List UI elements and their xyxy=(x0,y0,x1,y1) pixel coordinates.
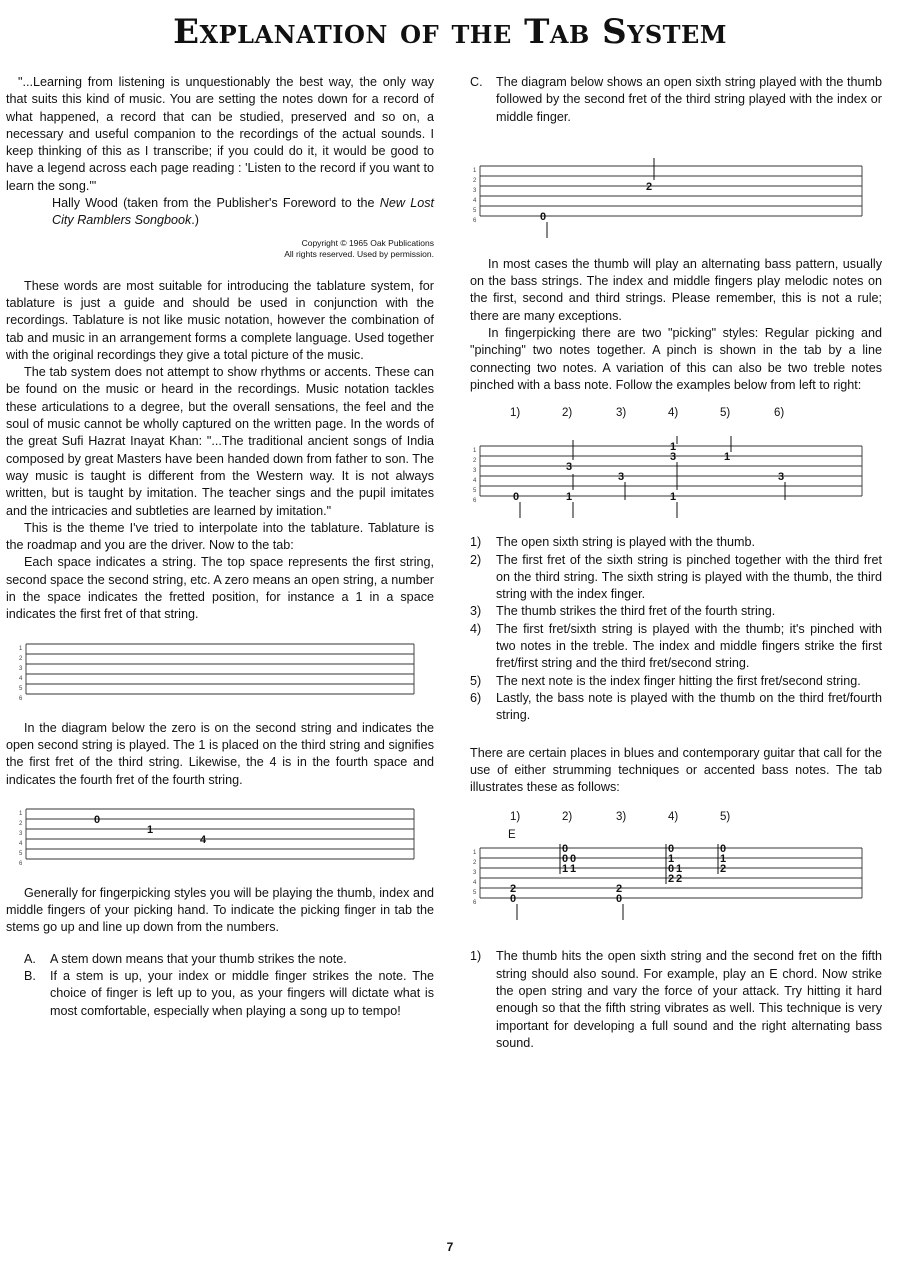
string-label: 6 xyxy=(19,860,23,867)
tab-fret-number: 0 xyxy=(562,843,569,856)
tab-fret-number: 1 xyxy=(570,863,577,876)
tab-fret-number: 0 xyxy=(668,843,675,856)
tab-fret-number: 0 xyxy=(668,863,675,876)
page-number: 7 xyxy=(446,1240,454,1254)
string-label: 6 xyxy=(473,900,477,907)
string-label: 1 xyxy=(473,167,477,174)
string-label: 1 xyxy=(473,850,477,857)
right-column xyxy=(470,74,882,1052)
list-item: 1) The open sixth string is played with the thumb. xyxy=(470,535,756,550)
tab-fret-number: 0 xyxy=(510,893,517,906)
example-number: 3) xyxy=(616,811,627,824)
string-label: 4 xyxy=(19,675,23,682)
string-label: 6 xyxy=(473,498,477,505)
tab-fret-number: 2 xyxy=(510,883,517,896)
list-item: 4) The first fret/sixth string is played with the thumb; it's pinched with two notes in the treble. The index and middle fingers strike the first fret/first string and the third fret/second string. xyxy=(470,621,882,671)
chord-label: E xyxy=(508,829,516,842)
string-label: 5 xyxy=(473,890,477,897)
tab-fret-number: 3 xyxy=(566,461,573,474)
example-number: 4) xyxy=(668,407,679,420)
picking-explanations xyxy=(470,534,882,724)
string-label: 1 xyxy=(19,645,23,652)
paragraph-spaces: Each space indicates a string. The top space represents the first string, second space the second string, etc. A zero means an open string, a number in the space indicates the fretted position, for instance a 1 in a space indicates the first fret of that string. xyxy=(6,555,434,622)
tab-fret-number: 2 xyxy=(676,873,683,886)
string-label: 1 xyxy=(19,810,23,817)
tab-fret-number: 0 xyxy=(94,813,101,826)
string-label: 4 xyxy=(19,840,23,847)
string-label: 1 xyxy=(473,448,477,455)
paragraph-alternating: In most cases the thumb will play an alternating bass pattern, usually on the bass strings. The index and middle fingers play melodic notes on the first, second and third strings. Please remember, this is not a rule; there are many exceptions. xyxy=(470,256,882,323)
string-label: 4 xyxy=(473,880,477,887)
string-label: 6 xyxy=(473,217,477,224)
string-label: 2 xyxy=(19,655,23,662)
example-number: 3) xyxy=(616,407,627,420)
paragraph-intro: These words are most suitable for introducing the tablature system, for tablature is just a guide and should be used in conjunction with the recordings. Tablature is not like music notation, however the combination of tab and music in an arrangement forms a complete language. Used together with the original recordings they give a total picture of the music. xyxy=(6,278,434,362)
tab-fret-number: 3 xyxy=(778,471,785,484)
string-label: 5 xyxy=(19,850,23,857)
paragraph-diagram: In the diagram below the zero is on the second string and indicates the open second string is played. The 1 is placed on the third string and signifies the first fret of the third string. Likewise, the 4 is in the fourth space and indicates the fourth fret of the fourth string. xyxy=(6,720,434,787)
paragraph-rhythms: The tab system does not attempt to show rhythms or accents. These can be found on the music or heard in the recordings. Music notation tackles these articulations to a degree, but the overall sensations, the feel and the soul of music cannot be wholly captured on the written page. In the words of the great Sufi Hazrat Inayat Khan: "...The traditional ancient songs of India composed by great Masters have been handed down from father to son. The way music is taught is different from the Western way. It is not always written, but is taught by imitation. The teacher sings and the pupil imitates and the intricacies and subtleties are learned by imitation." xyxy=(6,365,434,518)
string-label: 3 xyxy=(473,468,477,475)
paragraph-strumming: There are certain places in blues and contemporary guitar that call for the use of either strumming techniques or accented bass notes. The tab illustrates these as follows: xyxy=(470,745,882,795)
tab-fret-number: 2 xyxy=(616,883,623,896)
list-item: 6) Lastly, the bass note is played with the thumb on the third fret/fourth string. xyxy=(470,690,882,723)
stem-list xyxy=(6,951,434,1020)
string-label: 3 xyxy=(473,870,477,877)
tab-fret-number: 0 xyxy=(720,843,727,856)
tab-fret-number: 1 xyxy=(720,853,727,866)
tab-fret-number: 3 xyxy=(670,451,677,464)
string-label: 4 xyxy=(473,478,477,485)
tab-fret-number: 3 xyxy=(618,471,625,484)
tab-fret-number: 1 xyxy=(562,863,569,876)
example-number: 2) xyxy=(562,811,573,824)
string-label: 5 xyxy=(473,488,477,495)
empty-tab-staff xyxy=(6,636,434,708)
strumming-explanations xyxy=(470,948,882,1052)
tab-fret-number: 1 xyxy=(724,451,731,464)
string-label: 3 xyxy=(19,665,23,672)
tab-fret-number: 1 xyxy=(566,491,573,504)
example-number: 5) xyxy=(720,811,731,824)
tab-fret-number: 0 xyxy=(616,893,623,906)
string-label: 2 xyxy=(473,177,477,184)
list-item: A. A stem down means that your thumb strikes the note. xyxy=(24,951,347,966)
list-item: C. The diagram below shows an open sixth string played with the thumb followed by the second fret of the third string played with the index or middle finger. xyxy=(470,75,882,124)
list-item: 2) The first fret of the sixth string is pinched together with the third fret on the third string. The sixth string is played with the thumb, the third string with the index finger. xyxy=(470,552,882,602)
paragraph-picking-styles: In fingerpicking there are two "picking" styles: Regular picking and "pinching" two notes together. A pinch is shown in the tab by a line connecting two notes. A variation of this can also be two treble notes pinched with a bass note. Follow the examples below from left to right: xyxy=(470,326,882,392)
tab-fret-number: 2 xyxy=(668,873,675,886)
string-label: 2 xyxy=(19,820,23,827)
string-label: 2 xyxy=(473,458,477,465)
tab-fret-number: 1 xyxy=(670,441,677,454)
demo-tab-staff xyxy=(6,801,434,873)
string-label: 3 xyxy=(19,830,23,837)
paragraph-fingerpicking: Generally for fingerpicking styles you will be playing the thumb, index and middle fingers of your picking hand. To indicate the picking finger in tab the stems go up and line up down from the numbers. xyxy=(6,885,434,935)
tab-fret-number: 0 xyxy=(540,210,547,223)
list-item: B. If a stem is up, your index or middle finger strikes the note. The choice of finger is left up to you, as your fingers will dictate what is most comfortable, especially when playing a song up to tempo! xyxy=(24,968,434,1018)
tab-fret-number: 4 xyxy=(200,833,207,846)
string-label: 5 xyxy=(473,207,477,214)
stem-list-c xyxy=(470,74,882,126)
list-item: 5) The next note is the index finger hitting the first fret/second string. xyxy=(470,673,861,688)
list-item: 3) The thumb strikes the third fret of the fourth string. xyxy=(470,604,776,619)
string-label: 2 xyxy=(473,860,477,867)
copyright-line-1: Copyright © 1965 Oak Publications xyxy=(301,237,434,248)
page-title: Explanation of the Tab System xyxy=(173,12,727,52)
example-number: 1) xyxy=(510,811,521,824)
string-label: 4 xyxy=(473,197,477,204)
example-number: 4) xyxy=(668,811,679,824)
tab-fret-number: 0 xyxy=(513,491,520,504)
string-label: 5 xyxy=(19,685,23,692)
left-column xyxy=(6,74,434,1020)
string-label: 6 xyxy=(19,695,23,702)
example-number: 5) xyxy=(720,407,731,420)
tab-fret-number: 0 xyxy=(562,853,569,866)
tab-fret-number: 2 xyxy=(646,180,653,193)
tab-fret-number: 1 xyxy=(147,823,154,836)
string-label: 3 xyxy=(473,187,477,194)
example-number: 1) xyxy=(510,407,521,420)
quote-paragraph: "...Learning from listening is unquestionably the best way, the only way that suits this kind of music. You are setting the notes down for a record of what happened, a record that can be studied, preserved and so on, a necessary and useful companion to the recordings of the actual sounds. I keep thinking of this as I transcribe; if you could do it, it would be good to have a legend across each page reading : 'Listen to the record if you want to learn the song.'" xyxy=(6,75,434,193)
strumming-examples-tab xyxy=(470,808,882,936)
example-number: 2) xyxy=(562,407,573,420)
thumb-index-tab-staff xyxy=(470,152,882,242)
tab-fret-number: 1 xyxy=(670,491,677,504)
picking-examples-tab xyxy=(470,404,882,522)
list-item: 1) The thumb hits the open sixth string and the second fret on the fifth string should also sound. For example, play an E chord. Now strike the open string and vary the force of your attack. Try hitting it hard enough so that the fifth string vibrates as well. This technique is very important for developing a full sound and the right alternating bass sound. xyxy=(470,949,882,1050)
copyright-line-2: All rights reserved. Used by permission. xyxy=(284,248,434,259)
example-number: 6) xyxy=(774,407,785,420)
paragraph-theme: This is the theme I've tried to interpolate into the tablature. Tablature is the roadmap and you are the driver. Now to the tab: xyxy=(6,520,434,553)
quote-attribution: Hally Wood (taken from the Publisher's Foreword to the New Lost City Ramblers Songbook.) xyxy=(52,196,435,228)
tab-fret-number: 0 xyxy=(570,853,577,866)
tab-fret-number: 1 xyxy=(676,863,683,876)
tab-fret-number: 2 xyxy=(720,863,727,876)
tab-fret-number: 1 xyxy=(668,853,675,866)
